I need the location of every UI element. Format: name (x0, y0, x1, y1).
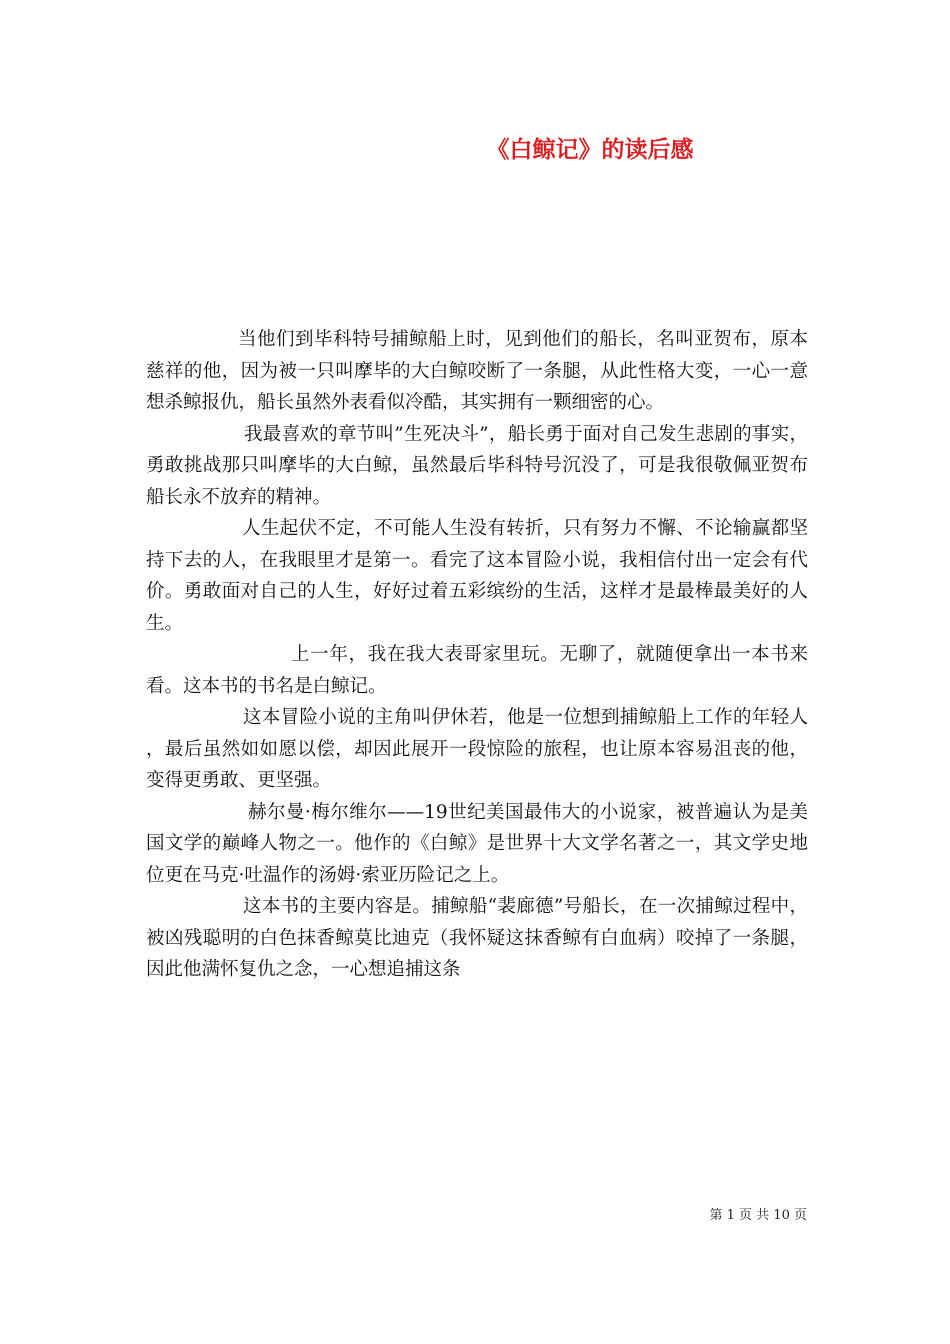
paragraph: 这本冒险小说的主角叫伊休若，他是一位想到捕鲸船上工作的年轻人，最后虽然如如愿以偿，却因此展开一段惊险的旅程，也让原本容易沮丧的他，变得更勇敢、更坚强。 (146, 707, 808, 791)
paragraph: 人生起伏不定，不可能人生没有转折，只有努力不懈、不论输赢都坚持下去的人，在我眼里才是第一。看完了这本冒险小说，我相信付出一定会有代价。勇敢面对自己的人生，好好过着五彩缤纷的生活，这样才是最棒最美好的人生。 (146, 518, 808, 634)
title-area (0, 0, 950, 200)
paragraph: 这本书的主要内容是。捕鲸船“裴廊德”号船长，在一次捕鲸过程中，被凶残聪明的白色抹香鲸莫比迪克（我怀疑这抹香鲸有白血病）咬掉了一条腿，因此他满怀复仇之念，一心想追捕这条 (146, 896, 808, 980)
document-title: 《白鲸记》的读后感 (486, 136, 694, 163)
document-body (146, 324, 808, 986)
paragraph: 赫尔曼·梅尔维尔——19世纪美国最伟大的小说家，被普遍认为是美国文学的巅峰人物之一。他作的《白鲸》是世界十大文学名著之一，其文学史地位更在马克·吐温作的汤姆·索亚历险记之上。 (146, 801, 808, 886)
paragraph: 上一年，我在我大表哥家里玩。无聊了，就随便拿出一本书来看。这本书的书名是白鲸记。 (146, 644, 808, 697)
paragraph: 当他们到毕科特号捕鲸船上时，见到他们的船长，名叫亚贺布，原本慈祥的他，因为被一只叫摩毕的大白鲸咬断了一条腿，从此性格大变，一心一意想杀鲸报仇，船长虽然外表看似冷酷，其实拥有一颗细密的心。 (146, 329, 808, 413)
paragraph: 我最喜欢的章节叫”生死决斗”，船长勇于面对自己发生悲剧的事实，勇敢挑战那只叫摩毕的大白鲸，虽然最后毕科特号沉没了，可是我很敬佩亚贺布船长永不放弃的精神。 (146, 423, 808, 508)
page-number-footer: 第 1 页 共 10 页 (709, 1208, 807, 1223)
